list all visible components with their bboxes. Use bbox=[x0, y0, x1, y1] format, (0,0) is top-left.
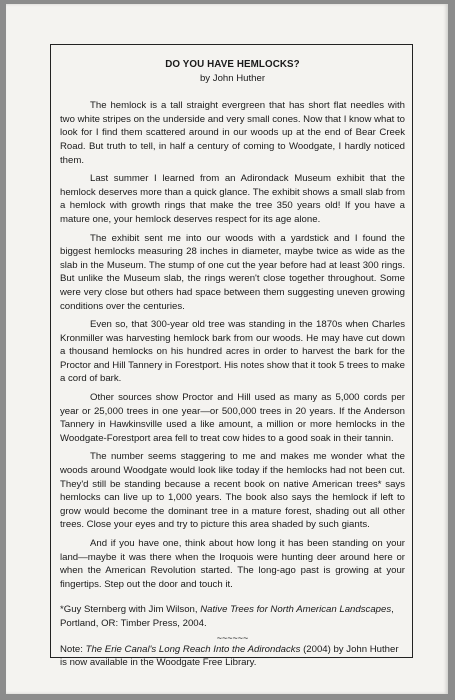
paragraph-5: Other sources show Proctor and Hill used as many as 5,000 cords per year or 25,000 trees in one year—or 500,000 trees in 20 years. If the Anderson Tannery in Hawkinsville used a like amount, a million or more hemlocks in the Woodgate-Forestport area fell to treat cow hides to a good soak in their tannin. bbox=[60, 392, 405, 444]
footnote-book-title: Native Trees for North American Landscapes bbox=[200, 604, 392, 616]
footnote bbox=[60, 603, 405, 630]
article bbox=[60, 58, 405, 670]
note-suffix: (2004) by John Huther is now available in the Woodgate Free Library. bbox=[60, 643, 399, 669]
paragraph-1: The hemlock is a tall straight evergreen that has short flat needles with two white stripes on the underside and very small cones. Now that I know what to look for I find them scattered around in our woods up at the end of Bear Creek Road. But truth to tell, in half a century of coming to Woodgate, I hardly noticed them. bbox=[60, 100, 406, 166]
paragraph-4: Even so, that 300-year old tree was standing in the 1870s when Charles Kronmiller was harvesting hemlock bark from our woods. He may have cut down a thousand hemlocks on his hundred acres in order to harvest the bark for the Proctor and Hill Tannery in Forestport. His notes show that it took 5 trees to make a cord of bark. bbox=[60, 319, 405, 385]
footnote-prefix: *Guy Sternberg with Jim Wilson, bbox=[60, 604, 201, 616]
note-prefix: Note: bbox=[60, 643, 86, 655]
paragraph-3: The exhibit sent me into our woods with a yardstick and I found the biggest hemlocks measuring 28 inches in diameter, maybe twice as wide as the slab in the Museum. The stump of one cut the year before had at least 300 rings. But unlike the Museum slab, the rings weren't close together throughout. Some were very close but others had space between them suggesting uneven growing conditions over the centuries. bbox=[60, 232, 405, 312]
library-note bbox=[60, 643, 405, 670]
article-byline: by John Huther bbox=[199, 72, 266, 84]
footnote-suffix: , Portland, OR: Timber Press, 2004. bbox=[60, 604, 394, 629]
note-book-title: The Erie Canal's Long Reach Into the Adirondacks bbox=[85, 643, 301, 655]
paragraph-7: And if you have one, think about how long it has been standing on your land—maybe it was there when the Iroquois were hunting deer around here or when the American Revolution started. The long-ago past is growing at your fingertips. Step out the door and touch it. bbox=[60, 538, 405, 590]
separator: ~~~~~~ bbox=[216, 632, 249, 643]
paragraph-6: The number seems staggering to me and makes me wonder what the woods around Woodgate would look like today if the hemlocks had not been cut. They'd still be standing because a recent book on native American trees* says hemlocks can live up to 1,000 years. The book also says the hemlock if left to grow would become the dominant tree in a mature forest, shading out all other trees. Close your eyes and try to picture this area shaded by such giants. bbox=[60, 451, 405, 531]
paragraph-2: Last summer I learned from an Adirondack Museum exhibit that the hemlock deserves more than a quick glance. The exhibit shows a small slab from a hemlock with growth rings that make the tree 350 years old! If you have a mature one, your hemlock deserves respect for its age alone. bbox=[60, 173, 405, 225]
article-title: DO YOU HAVE HEMLOCKS? bbox=[165, 59, 300, 70]
